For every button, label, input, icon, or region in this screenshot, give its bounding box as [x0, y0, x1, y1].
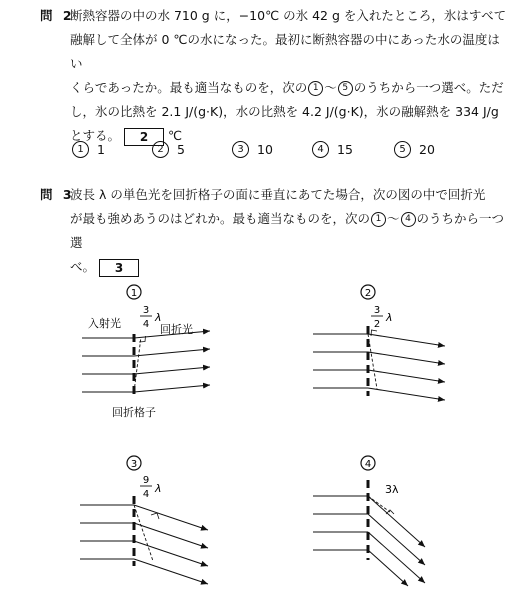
q2-line-2: 融解して全体が 0 ℃の水になった。最初に断熱容器の中にあった水の温度はい — [70, 32, 500, 71]
incident-light-label: 入射光 — [88, 317, 121, 330]
choice-range-start-marker: 1 — [371, 212, 386, 227]
choice-value: 15 — [337, 142, 353, 157]
choice-value: 20 — [419, 142, 435, 157]
choice-number: 4 — [312, 141, 329, 158]
choice-value: 10 — [257, 142, 273, 157]
lambda-symbol: λ — [155, 482, 162, 495]
figure-number: 3 — [130, 459, 138, 470]
choice-number: 3 — [232, 141, 249, 158]
question-3-label: 問 3 — [40, 187, 75, 202]
fraction-numerator: 3 — [373, 305, 381, 316]
diffracted-ray — [368, 352, 445, 364]
q2-line-5: とする。 2 ℃ — [70, 128, 183, 144]
choice-range-start-marker: 1 — [308, 81, 323, 96]
lambda-symbol: λ — [155, 311, 162, 324]
q2-line-1: 断熱容器の中の水 710 g に，−10℃ の氷 42 g を入れたところ，氷はすべて — [70, 8, 507, 23]
choice-value: 5 — [177, 142, 185, 157]
figure-number: 2 — [364, 288, 372, 299]
q3-line-2: が最も強めあうのはどれか。最も適当なものを，次の 1 〜 4 のうちから一つ選 — [70, 211, 505, 250]
fraction-denominator: 4 — [142, 319, 150, 330]
diffracted-ray — [134, 367, 210, 374]
lambda-symbol: λ — [386, 311, 393, 324]
figure-1[interactable] — [82, 285, 210, 419]
choice-value: 1 — [97, 142, 105, 157]
figure-number: 1 — [130, 288, 138, 299]
diffracted-ray — [134, 349, 210, 356]
q3-line-3: べ。 3 — [70, 255, 510, 279]
answer-box-2[interactable]: 2 — [124, 128, 164, 146]
unit-label: ℃ — [168, 128, 183, 143]
figure-4[interactable] — [313, 456, 425, 586]
choice-range-end-marker: 5 — [338, 81, 353, 96]
diffracted-light-label: 回折光 — [160, 323, 193, 336]
diffracted-ray — [368, 370, 445, 382]
choice-number: 2 — [152, 141, 169, 158]
q3-line-1: 波長 λ の単色光を回折格子の面に垂直にあてた場合，次の図の中で回折光 — [70, 187, 486, 202]
path-difference-line — [134, 505, 153, 561]
fraction-denominator: 4 — [142, 489, 150, 500]
choice-range-end-marker: 4 — [401, 212, 416, 227]
figure-number: 4 — [364, 459, 372, 470]
path-difference-label: 3λ — [385, 483, 399, 496]
choice-number: 1 — [72, 141, 89, 158]
figure-2[interactable] — [313, 285, 445, 400]
diffracted-ray — [134, 385, 210, 392]
fraction-numerator: 3 — [142, 305, 150, 316]
diffracted-ray — [368, 334, 445, 346]
diffracted-ray — [368, 388, 445, 400]
q2-line-3: くらであったか。最も適当なものを，次の 1 〜 5 のうちから一つ選べ。ただ — [70, 80, 504, 95]
fraction-numerator: 9 — [142, 475, 150, 486]
fraction-denominator: 2 — [373, 319, 381, 330]
diffracted-ray — [368, 550, 408, 586]
q2-line-4: し，氷の比熱を 2.1 J/(g·K)，水の比熱を 4.2 J/(g·K)，氷の融解熱を 334 J/g — [70, 104, 499, 119]
grating-label: 回折格子 — [112, 406, 156, 419]
answer-box-3[interactable]: 3 — [99, 259, 139, 277]
question-2-label: 問 2 — [40, 8, 75, 23]
choice-number: 5 — [394, 141, 411, 158]
figure-3[interactable] — [80, 456, 208, 584]
right-angle-mark — [151, 513, 159, 519]
